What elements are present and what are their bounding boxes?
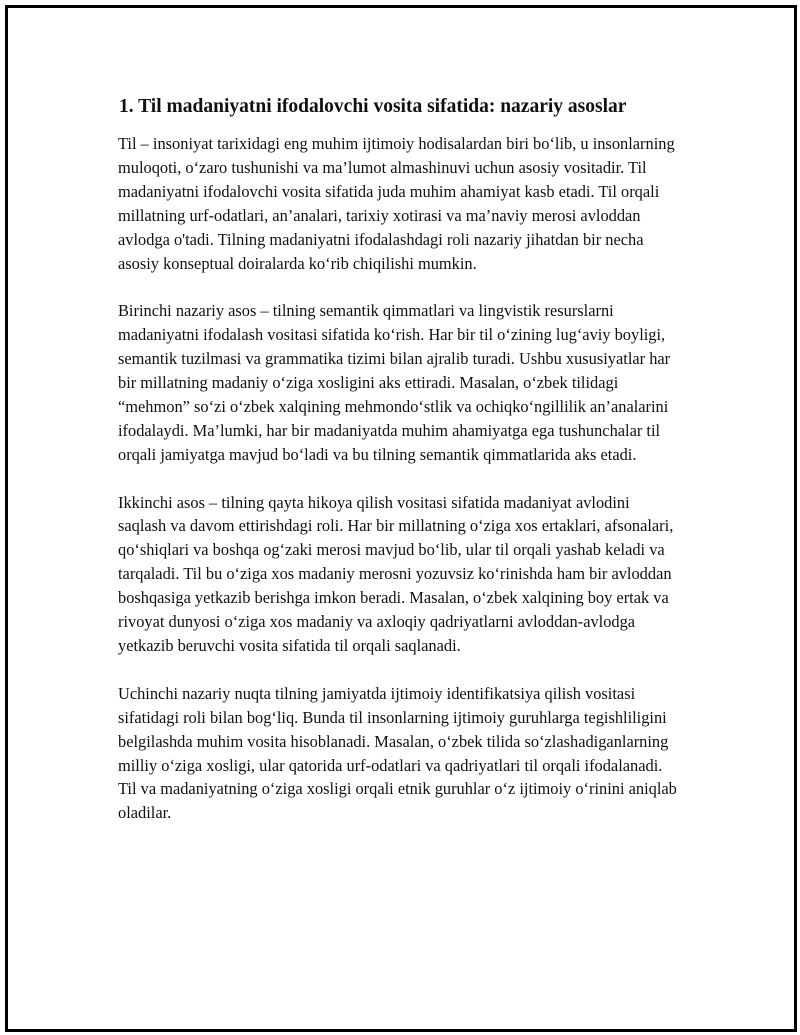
paragraph-second-basis: Ikkinchi asos – tilning qayta hikoya qilish vositasi sifatida madaniyat avlodini saqlash va davom ettirishdagi roli. Har bir millatning o‘ziga xos ertaklari, afsonalari, qo‘shiqlari va boshqa og‘zaki merosi mavjud bo‘lib, ular til orqali yashab keladi va tarqaladi. Til bu o‘ziga xos madaniy merosni yozuvsiz ko‘rinishda ham bir avloddan boshqasiga yetkazib berishga imkon beradi. Masalan, o‘zbek xalqining boy ertak va rivoyat dunyosi o‘ziga xos madaniy va axloqiy qadriyatlarni avloddan-avlodga yetkazib beruvchi vosita sifatida til orqali saqlanadi. (118, 492, 674, 655)
paragraph-intro: Til – insoniyat tarixidagi eng muhim ijtimoiy hodisalardan biri bo‘lib, u insonlarning muloqoti, o‘zaro tushunishi va ma’lumot almashinuvi uchun asosiy vositadir. Til madaniyatni ifodalovchi vosita sifatida juda muhim ahamiyat kasb etadi. Til orqali millatning urf-odatlari, an’analari, tarixiy xotirasi va ma’naviy merosi avloddan avlodga o'tadi. Tilning madaniyatni ifodalashdagi roli nazariy jihatdan bir necha asosiy konseptual doiralarda ko‘rib chiqilishi mumkin. (118, 134, 675, 273)
section-heading: 1. Til madaniyatni ifodalovchi vosita sifatida: nazariy asoslar (119, 96, 627, 117)
paragraph-third-basis: Uchinchi nazariy nuqta tilning jamiyatda ijtimoiy identifikatsiya qilish vositasi sifatidagi roli bilan bog‘liq. Bunda til insonlarning ijtimoiy guruhlarga tegishliligini belgilashda muhim vosita hisoblanadi. Masalan, o‘zbek tilida so‘zlashadiganlarning milliy o‘ziga xosligi, ular qatorida urf-odatlari va qadriyatlari til orqali ifodalanadi. Til va madaniyatning o‘ziga xosligi orqali etnik guruhlar o‘z ijtimoiy o‘rinini aniqlab oladilar. (118, 683, 677, 823)
paragraph-first-basis: Birinchi nazariy asos – tilning semantik qimmatlari va lingvistik resurslarni madaniyatni ifodalash vositasi sifatida ko‘rish. Har bir til o‘zining lug‘aviy boyligi, semantik tuzilmasi va grammatika tizimi bilan ajralib turadi. Ushbu xususiyatlar har bir millatning madaniy o‘ziga xosligini aks ettiradi. Masalan, o‘zbek tilidagi “mehmon” so‘zi o‘zbek xalqining mehmondo‘stlik va ochiqko‘ngillilik an’analarini ifodalaydi. Ma’lumki, har bir madaniyatda muhim ahamiyatga ega tushunchalar til orqali jamiyatga mavjud bo‘ladi va bu tilning semantik qimmatlarida aks etadi. (118, 301, 671, 464)
document-body (114, 94, 686, 849)
